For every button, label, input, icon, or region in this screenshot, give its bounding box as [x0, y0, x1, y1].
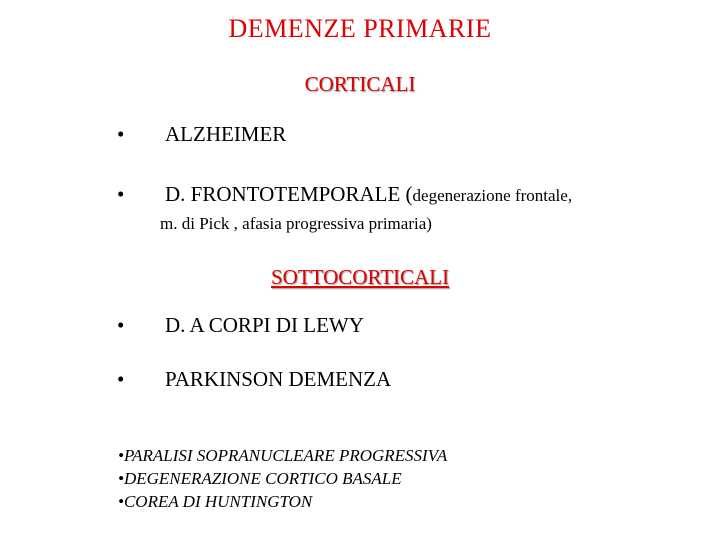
subcortical-heading: SOTTOCORTICALI	[270, 265, 450, 289]
item-label: D. FRONTOTEMPORALE (	[165, 182, 413, 206]
item-label: PARKINSON DEMENZA	[165, 367, 392, 391]
list-item-alzheimer	[117, 122, 286, 147]
list-item-frontotemporale	[117, 182, 572, 207]
bullet: •	[117, 367, 125, 391]
page-title: DEMENZE PRIMARIE	[228, 14, 492, 43]
list-item: •PARALISI SOPRANUCLEARE PROGRESSIVA	[118, 446, 448, 465]
list-item-lewy	[117, 313, 364, 338]
list-item: •COREA DI HUNTINGTON	[118, 492, 313, 511]
item-label: ALZHEIMER	[165, 122, 287, 146]
cortical-heading: CORTICALI	[304, 72, 416, 96]
bullet: •	[117, 122, 125, 146]
item-label: D. A CORPI DI LEWY	[165, 313, 364, 337]
item-continuation: m. di Pick , afasia progressiva primaria)	[160, 214, 432, 233]
item-detail: degenerazione frontale,	[412, 186, 573, 205]
list-item: •DEGENERAZIONE CORTICO BASALE	[118, 469, 402, 488]
list-item-parkinson	[117, 367, 391, 392]
bullet: •	[117, 313, 125, 337]
bullet: •	[117, 182, 125, 206]
other-list	[118, 444, 447, 513]
